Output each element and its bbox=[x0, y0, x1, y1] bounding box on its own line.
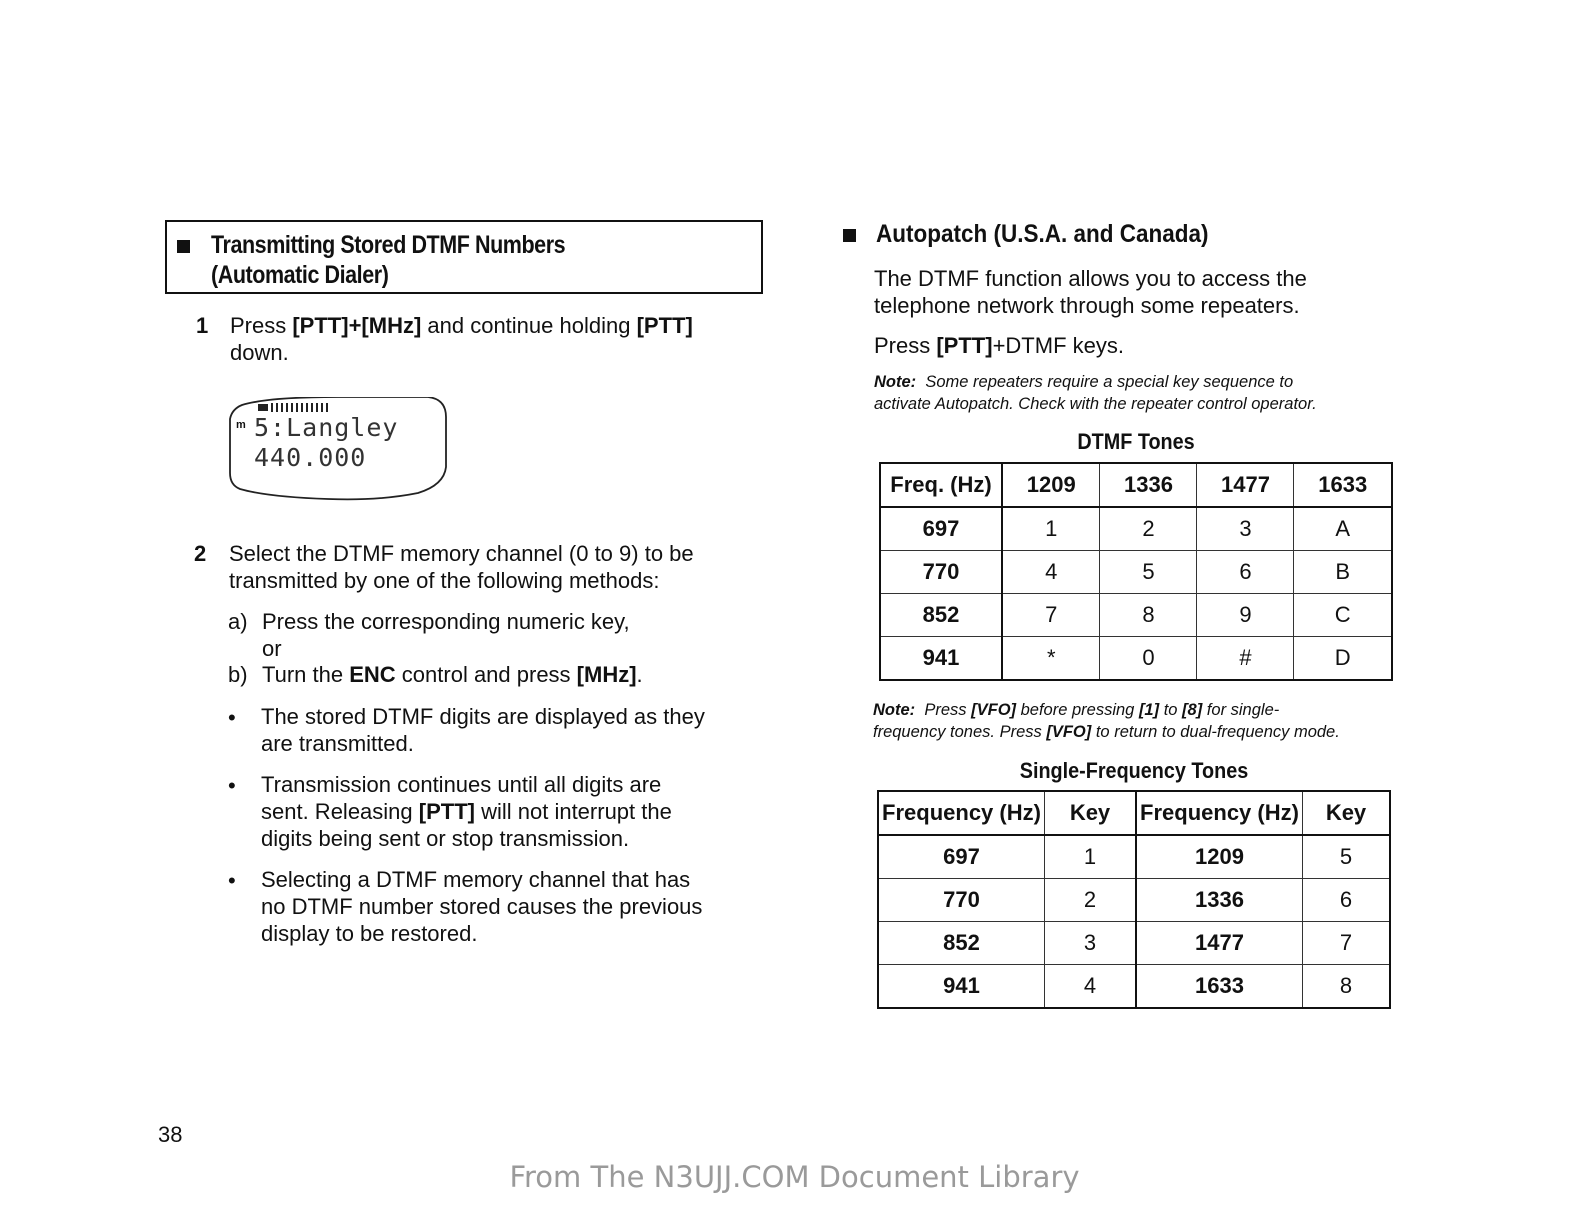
bullet-dot-icon: • bbox=[228, 705, 236, 730]
table-header-row bbox=[878, 791, 1390, 835]
key-mhz: [MHz] bbox=[576, 662, 637, 687]
table-header-cell: 1209 bbox=[1002, 463, 1100, 507]
bullet-3-line-1: Selecting a DTMF memory channel that has bbox=[261, 867, 691, 892]
table-header-cell: Frequency (Hz) bbox=[1136, 791, 1303, 835]
para-line-1: The DTMF function allows you to access the bbox=[874, 266, 1307, 291]
square-bullet-icon bbox=[177, 240, 190, 253]
table-cell: 1633 bbox=[1136, 965, 1303, 1009]
key-ptt: [PTT] bbox=[418, 799, 475, 824]
bullet-1 bbox=[261, 703, 705, 757]
key-ptt: [PTT] bbox=[636, 313, 693, 338]
step-2-text bbox=[229, 540, 694, 594]
key-ptt-mhz: [PTT]+[MHz] bbox=[292, 313, 422, 338]
step1-text-c: down. bbox=[230, 340, 289, 365]
dtmf-tones-table bbox=[879, 462, 1393, 681]
option-a-text bbox=[262, 608, 630, 662]
bullet-2 bbox=[261, 771, 672, 852]
lcd-display bbox=[228, 397, 448, 500]
title-line-1: Transmitting Stored DTMF Numbers bbox=[211, 231, 566, 259]
bullet-dot-icon: • bbox=[228, 773, 236, 798]
table-header-cell: Frequency (Hz) bbox=[878, 791, 1045, 835]
table-cell: 4 bbox=[1002, 551, 1100, 594]
note-2-text-b: before pressing bbox=[1016, 701, 1139, 719]
lcd-line-2: 440.000 bbox=[254, 443, 367, 472]
table-cell: A bbox=[1294, 507, 1392, 551]
option-b-label: b) bbox=[228, 662, 248, 687]
table-cell: 2 bbox=[1045, 879, 1137, 922]
option-b-text-c: . bbox=[636, 662, 643, 687]
table-cell: 8 bbox=[1303, 965, 1391, 1009]
table-cell: 3 bbox=[1197, 507, 1294, 551]
table-header-row bbox=[880, 463, 1392, 507]
key-8: [8] bbox=[1182, 701, 1203, 719]
table-header-cell: 1336 bbox=[1100, 463, 1197, 507]
table-cell: 5 bbox=[1100, 551, 1197, 594]
table-row bbox=[880, 551, 1392, 594]
para-line-2: telephone network through some repeaters. bbox=[874, 293, 1300, 318]
table-row bbox=[878, 835, 1390, 879]
square-bullet-icon bbox=[843, 229, 856, 242]
option-b-text-b: control and press bbox=[395, 662, 577, 687]
press-instruction bbox=[874, 332, 1124, 359]
table-cell: 1477 bbox=[1136, 922, 1303, 965]
table-cell: 7 bbox=[1002, 594, 1100, 637]
table-cell: 697 bbox=[878, 835, 1045, 879]
section-title bbox=[211, 230, 565, 290]
or-text: or bbox=[262, 636, 282, 661]
bullet-3-line-3: display to be restored. bbox=[261, 921, 478, 946]
single-frequency-table bbox=[877, 790, 1391, 1009]
table-header-cell: Key bbox=[1303, 791, 1391, 835]
note-2-text-d: for single- bbox=[1202, 701, 1280, 719]
table-cell: 697 bbox=[880, 507, 1002, 551]
table-cell: 8 bbox=[1100, 594, 1197, 637]
single-frequency-caption: Single-Frequency Tones bbox=[1019, 758, 1249, 783]
table-row bbox=[880, 594, 1392, 637]
note-2-text-a: Press bbox=[924, 701, 972, 719]
bullet-2-line-3: digits being sent or stop transmission. bbox=[261, 826, 630, 851]
section-header-automatic-dialer bbox=[165, 220, 763, 294]
table-header-cell: Freq. (Hz) bbox=[880, 463, 1002, 507]
key-vfo: [VFO] bbox=[1046, 723, 1092, 741]
page-number: 38 bbox=[158, 1122, 183, 1147]
step2-line-1: Select the DTMF memory channel (0 to 9) to be bbox=[229, 541, 694, 566]
option-b-text bbox=[262, 661, 643, 688]
table-header-cell: 1477 bbox=[1197, 463, 1294, 507]
table-cell: 1 bbox=[1045, 835, 1137, 879]
table-cell: 0 bbox=[1100, 637, 1197, 681]
table-cell: 1 bbox=[1002, 507, 1100, 551]
table-cell: 770 bbox=[878, 879, 1045, 922]
bullet-1-line-1: The stored DTMF digits are displayed as they bbox=[261, 704, 705, 729]
title-line-2: (Automatic Dialer) bbox=[211, 261, 389, 289]
table-cell: 852 bbox=[878, 922, 1045, 965]
table-cell: 2 bbox=[1100, 507, 1197, 551]
press-text-a: Press bbox=[874, 333, 937, 358]
step2-line-2: transmitted by one of the following methods: bbox=[229, 568, 660, 593]
note-2 bbox=[873, 699, 1453, 743]
bullet-2-line-2a: sent. Releasing bbox=[261, 799, 419, 824]
footer-watermark: From The N3UJJ.COM Document Library bbox=[509, 1160, 1080, 1194]
key-ptt: [PTT] bbox=[936, 333, 993, 358]
signal-meter-icon bbox=[258, 403, 328, 412]
autopatch-paragraph bbox=[874, 265, 1307, 319]
table-cell: 3 bbox=[1045, 922, 1137, 965]
table-cell: 941 bbox=[880, 637, 1002, 681]
bullet-3-line-2: no DTMF number stored causes the previous bbox=[261, 894, 703, 919]
table-cell: 852 bbox=[880, 594, 1002, 637]
lcd-line-1: 5:Langley bbox=[254, 413, 399, 442]
table-cell: 6 bbox=[1303, 879, 1391, 922]
table-cell: 941 bbox=[878, 965, 1045, 1009]
table-row bbox=[878, 965, 1390, 1009]
note-label: Note: bbox=[873, 701, 916, 719]
bullet-2-line-1: Transmission continues until all digits are bbox=[261, 772, 662, 797]
table-cell: 5 bbox=[1303, 835, 1391, 879]
table-row bbox=[878, 922, 1390, 965]
table-cell: B bbox=[1294, 551, 1392, 594]
note-1-line-1: Some repeaters require a special key sequence to bbox=[925, 373, 1294, 391]
press-text-b: +DTMF keys. bbox=[992, 333, 1124, 358]
table-cell: 6 bbox=[1197, 551, 1294, 594]
note-2-line-2a: frequency tones. Press bbox=[873, 723, 1047, 741]
option-a-line: Press the corresponding numeric key, bbox=[262, 609, 630, 634]
section-title-autopatch: Autopatch (U.S.A. and Canada) bbox=[876, 220, 1209, 248]
table-cell: C bbox=[1294, 594, 1392, 637]
bullet-dot-icon: • bbox=[228, 868, 236, 893]
step-2-number: 2 bbox=[194, 541, 207, 566]
table-row bbox=[880, 637, 1392, 681]
bullet-3 bbox=[261, 866, 702, 947]
memory-icon: m bbox=[236, 419, 246, 431]
bullet-1-line-2: are transmitted. bbox=[261, 731, 414, 756]
table-row bbox=[880, 507, 1392, 551]
note-2-text-c: to bbox=[1159, 701, 1183, 719]
table-cell: 7 bbox=[1303, 922, 1391, 965]
step1-text-b: and continue holding bbox=[421, 313, 637, 338]
key-1: [1] bbox=[1138, 701, 1160, 719]
note-1 bbox=[874, 371, 1434, 415]
table-header-cell: Key bbox=[1045, 791, 1137, 835]
table-cell: # bbox=[1197, 637, 1294, 681]
dtmf-tones-caption: DTMF Tones bbox=[1077, 429, 1195, 454]
table-cell: D bbox=[1294, 637, 1392, 681]
table-cell: 770 bbox=[880, 551, 1002, 594]
note-label: Note: bbox=[874, 373, 917, 391]
table-header-cell: 1633 bbox=[1294, 463, 1392, 507]
step-1-text bbox=[230, 312, 770, 366]
step1-text-a: Press bbox=[230, 313, 293, 338]
step-1-number: 1 bbox=[196, 313, 209, 338]
note-1-line-2: activate Autopatch. Check with the repeater control operator. bbox=[874, 395, 1317, 413]
table-cell: * bbox=[1002, 637, 1100, 681]
option-a-label: a) bbox=[228, 609, 248, 634]
option-b-text-a: Turn the bbox=[262, 662, 350, 687]
bullet-2-line-2b: will not interrupt the bbox=[474, 799, 672, 824]
enc-control: ENC bbox=[349, 662, 396, 687]
table-cell: 9 bbox=[1197, 594, 1294, 637]
table-cell: 4 bbox=[1045, 965, 1137, 1009]
table-row bbox=[878, 879, 1390, 922]
table-cell: 1336 bbox=[1136, 879, 1303, 922]
table-cell: 1209 bbox=[1136, 835, 1303, 879]
note-2-line-2b: to return to dual-frequency mode. bbox=[1091, 723, 1340, 741]
key-vfo: [VFO] bbox=[971, 701, 1017, 719]
